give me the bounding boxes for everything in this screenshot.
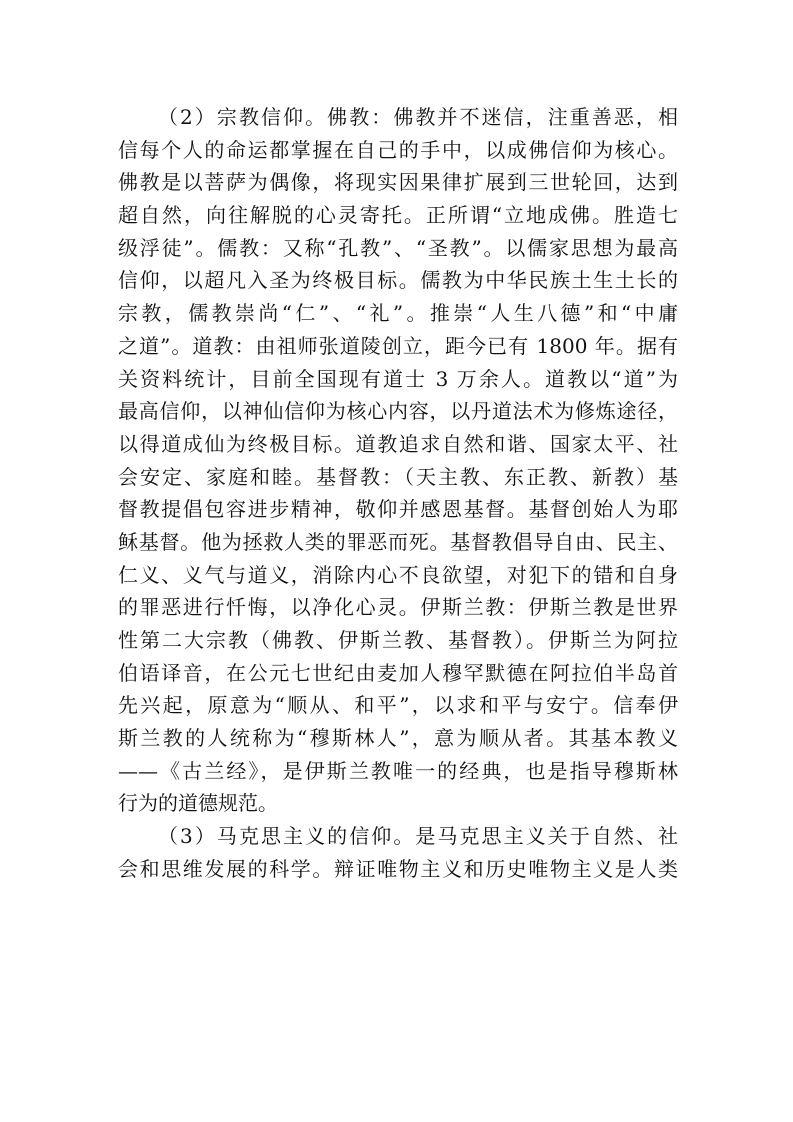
paragraph-line: 伯语译音，在公元七世纪由麦加人穆罕默德在阿拉伯半岛首 <box>118 660 678 685</box>
paragraph-line: 性第二大宗教（佛教、伊斯兰教、基督教）。伊斯兰为阿拉 <box>118 628 678 652</box>
paragraph-line: 会和思维发展的科学。辩证唯物主义和历史唯物主义是人类 <box>118 856 678 881</box>
paragraph-line: 会安定、家庭和睦。基督教：（天主教、东正教、新教）基 <box>118 464 678 489</box>
paragraph-line: 关资料统计，目前全国现有道士 3 万余人。道教以“道”为 <box>118 366 678 391</box>
paragraph-line: （3）马克思主义的信仰。是马克思主义关于自然、社 <box>158 824 678 849</box>
paragraph-line: 之道”。道教：由祖师张道陵创立，距今已有 1800 年。据有 <box>118 333 678 358</box>
paragraph-line: 行为的道德规范。 <box>118 791 278 816</box>
paragraph-line: 宗教，儒教崇尚“仁”、“礼”。推崇“人生八德”和“中庸 <box>118 301 678 326</box>
paragraph-line: 斯兰教的人统称为“穆斯林人”，意为顺从者。其基本教义 <box>118 726 678 751</box>
paragraph-line: 超自然，向往解脱的心灵寄托。正所谓“立地成佛。胜造七 <box>118 203 678 228</box>
paragraph-line: 级浮徒”。儒教：又称“孔教”、“圣教”。以儒家思想为最高 <box>118 235 678 260</box>
paragraph-line: 稣基督。他为拯救人类的罪恶而死。基督教倡导自由、民主、 <box>118 529 678 554</box>
paragraph-line: （2）宗教信仰。佛教：佛教并不迷信，注重善恶，相 <box>158 105 678 129</box>
paragraph-line: 的罪恶进行忏悔，以净化心灵。伊斯兰教：伊斯兰教是世界 <box>118 595 678 620</box>
marxism-belief-paragraph <box>118 820 678 885</box>
paragraph-line: ——《古兰经》，是伊斯兰教唯一的经典，也是指导穆斯林 <box>118 758 678 783</box>
paragraph-line: 信每个人的命运都掌握在自己的手中，以成佛信仰为核心。 <box>118 137 678 162</box>
paragraph-line: 先兴起，原意为“顺从、和平”，以求和平与安宁。信奉伊 <box>118 693 678 718</box>
paragraph-line: 以得道成仙为终极目标。道教追求自然和谐、国家太平、社 <box>118 431 678 456</box>
paragraph-line: 最高信仰，以神仙信仰为核心内容，以丹道法术为修炼途径， <box>118 399 678 424</box>
document-body <box>118 101 678 886</box>
religious-belief-paragraph <box>118 101 678 820</box>
paragraph-line: 信仰，以超凡入圣为终极目标。儒教为中华民族土生土长的 <box>118 268 678 293</box>
paragraph-line: 仁义、义气与道义，消除内心不良欲望，对犯下的错和自身 <box>118 562 678 587</box>
paragraph-line: 佛教是以菩萨为偶像，将现实因果律扩展到三世轮回，达到 <box>118 170 678 195</box>
paragraph-line: 督教提倡包容进步精神，敬仰并感恩基督。基督创始人为耶 <box>118 497 678 522</box>
